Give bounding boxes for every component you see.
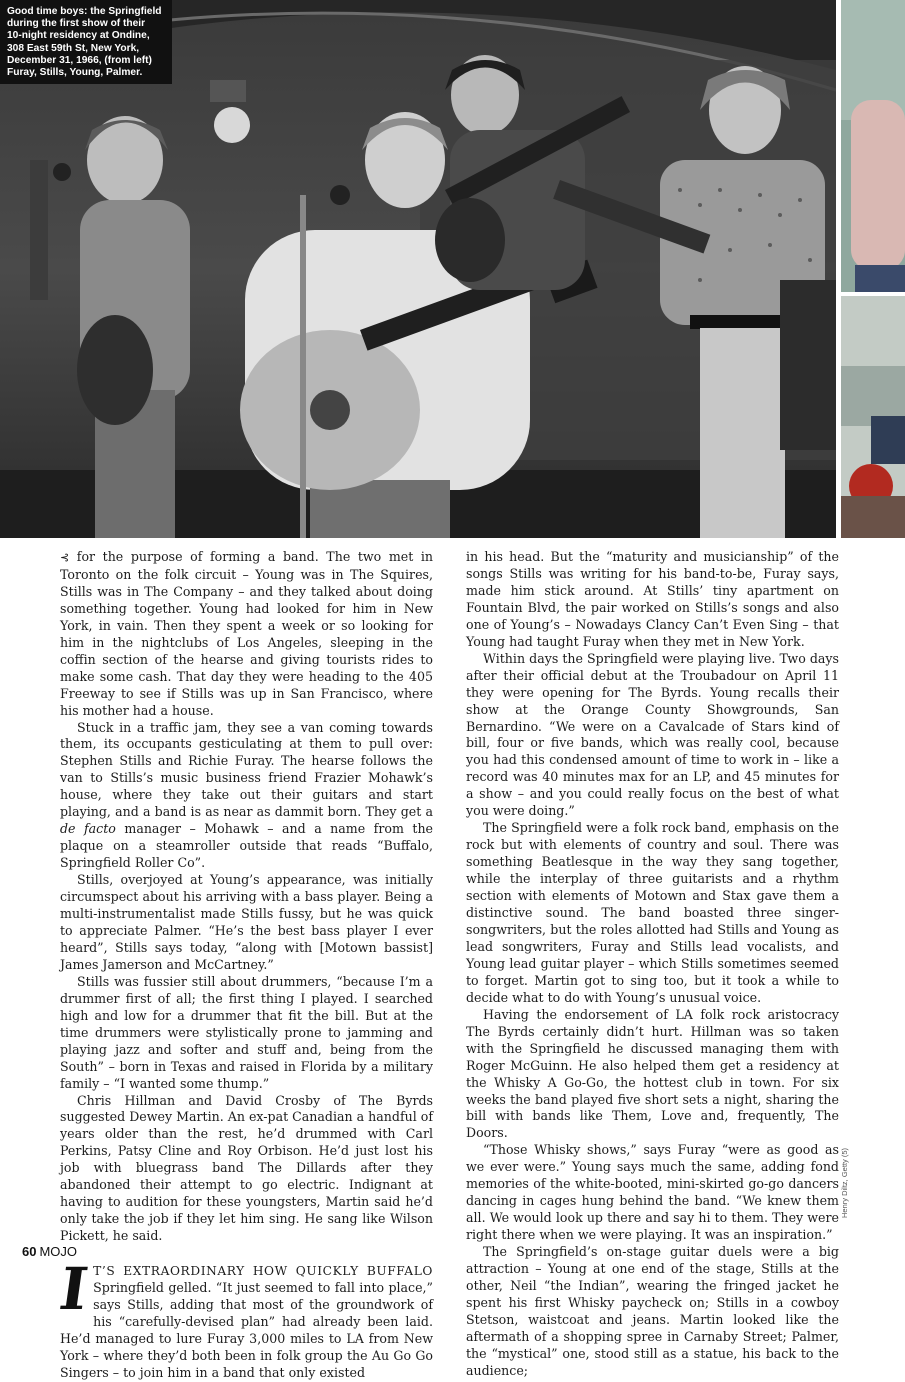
caption-line: Furay, Stills, Young, Palmer. xyxy=(7,67,143,79)
caption-line: 308 East 59th St, New York, xyxy=(7,42,140,54)
paragraph: Chris Hillman and David Crosby of The Byrds suggested Dewey Martin. An ex-pat Canadian a handful of years older than the rest, he’d drummed with Carl Perkins, Patsy Cline and Roy Orbison. He’d just lost his job with bluegrass band The Dillards after they abandoned their attempt to go electric. Indignant at having to audition for these youngsters, Martin said he’d only take the job if they let him sing. He sang like Wilson Pickett, he said. xyxy=(60,1092,433,1244)
caption-line: Good time boys: the Springfield xyxy=(7,6,162,17)
drop-cap: I xyxy=(55,1255,93,1324)
section-opening-paragraph xyxy=(55,1255,433,1382)
article-column-right xyxy=(466,549,839,1380)
paragraph: in his head. But the “maturity and musicianship” of the songs Stills was writing for his band-to-be, Furay says, made him stick around. At Stills’ tiny apartment on Fountain Blvd, the pair worked on Stills’s songs and also one of Young’s – Nowadays Clancy Can’t Even Sing – that Young had taught Furay when they met in New York. xyxy=(466,549,839,649)
paragraph xyxy=(60,720,433,873)
caption-line: December 31, 1966, (from left) xyxy=(7,54,152,66)
main-photo xyxy=(0,0,836,538)
photo-credit: Henry Diltz, Getty (5) xyxy=(840,1147,849,1218)
paragraph-text: for the purpose of forming a band. The two met in Toronto on the folk circuit – Young was in The Squires, Stills was in The Company – and they talked about doing something together. Young had looked for him in New York, in vain. Then they spent a week or so looking for him in the nightclubs of Los Angeles, sleeping in the coffin section of the hearse and giving tourists rides to make some cash. That day they were heading to the 405 Freeway to see if Stills was up in San Francisco, where his mother had a house. xyxy=(60,549,433,718)
side-photo-bottom xyxy=(841,296,905,538)
paragraph: Having the endorsement of LA folk rock aristocracy The Byrds certainly didn’t hurt. Hillman was so taken with the Springfield he discussed managing them with Roger McGuinn. He also helped them get a residency at the Whisky A Go-Go, the hottest club in town. For six weeks the band played five short sets a night, sharing the bill with bands like Them, Love and, frequently, The Doors. xyxy=(466,1006,839,1141)
paragraph-text: Springfield gelled. “It just seemed to fall into place,” says Stills, adding that most of the groundwork of his “carefully-devised plan” had already been laid. He’d managed to lure Furay 3,000 miles to LA from New York – where they’d both been in folk group the Au Go Go Singers – to join him in a band that only existed xyxy=(60,1280,433,1380)
paragraph xyxy=(60,549,433,720)
paragraph: The Springfield’s on-stage guitar duels were a big attraction – Young at one end of the stage, Stills at the other, Neil “the Indian”, wearing the fringed jacket he spent his first Whisky paycheck on; Stills in a cowboy Stetson, waistcoat and jeans. Martin looked like the aftermath of a shopping spree in Carnaby Street; Palmer, the “mystical” one, stood still as a statue, his back to the audience; xyxy=(466,1244,839,1378)
paragraph: Stills, overjoyed at Young’s appearance, was initially circumspect about his arriving with a bass player. Being a multi-instrumentalist made Stills fussy, but he was quick to appreciate Palmer. “He’s the best bass player I ever heard”, Stills says today, “along with [Motown bassist] James Jamerson and McCartney.” xyxy=(60,872,433,972)
page-folio xyxy=(22,1244,77,1259)
paragraph-text: Stuck in a traffic jam, they see a van coming towards them, its occupants gesticulating at them to pull over: Stephen Stills and Richie Furay. The hearse follows the van to Stills’s music business friend Frazier Mohawk’s house, where they take out their guitars and start playing, and a band is as near as dammit born. They get a xyxy=(60,719,433,820)
paragraph: “Those Whisky shows,” says Furay “were as good as we ever were.” Young says much the same, adding fond memories of the white-booted, mini-skirted go-go dancers dancing in cages hung behind the band. “We knew them all. We would look up there and say hi to them. They were right there when we were playing. It was an inspiration.” xyxy=(466,1142,839,1243)
continued-arrow-icon: ⊰ xyxy=(60,551,70,564)
page-number: 60 xyxy=(22,1244,37,1259)
side-photo-top xyxy=(841,0,905,292)
paragraph-text: manager – Mohawk – and a name from the plaque on a steamroller outside that reads “Buffalo, Springfield Roller Co”. xyxy=(60,821,434,871)
italic-text: de facto xyxy=(60,821,116,837)
photo-caption xyxy=(0,0,172,84)
paragraph: The Springfield were a folk rock band, emphasis on the rock but with elements of country and soul. There was something Beatlesque in the way they sang together, while the interplay of three guitarists and a rhythm section with elements of Motown and Stax gave them a distinctive sound. The band boasted three singer-songwriters, but the roles allotted had Stills and Young as lead songwriters, Furay and Stills lead vocalists, and Young lead guitar player – which Stills sometimes seemed to forget. Martin got to sing too, but it took a while to decide what to do with Young’s unusual voice. xyxy=(466,820,839,1005)
paragraph: Within days the Springfield were playing live. Two days after their official debut at the Troubadour on April 11 they were opening for The Byrds. Young recalls their show at the Orange County Showgrounds, San Bernardino. “We were on a Cavalcade of Stars kind of bill, four or five bands, which was really cool, because you had this condensed amount of time to work in – like a record was 40 minutes max for an LP, and 45 minutes for a show – and you could really focus on the best of what you were doing.” xyxy=(466,650,839,819)
paragraph: Stills was fussier still about drummers, “because I’m a drummer first of all; the first thing I played. I searched high and low for a drummer that fit the bill. But at the time drummers were stylistically prone to jamming and playing jazz and softer and stuff and, being from the South” – born in Texas and raised in Florida by a military family – “I wanted some thump.” xyxy=(60,973,433,1091)
caption-line: during the first show of their xyxy=(7,18,146,30)
lead-in-caps: T’S EXTRAORDINARY HOW QUICKLY BUFFALO xyxy=(93,1264,433,1279)
caption-line: 10-night residency at Ondine, xyxy=(7,30,150,42)
magazine-name: MOJO xyxy=(39,1244,78,1259)
